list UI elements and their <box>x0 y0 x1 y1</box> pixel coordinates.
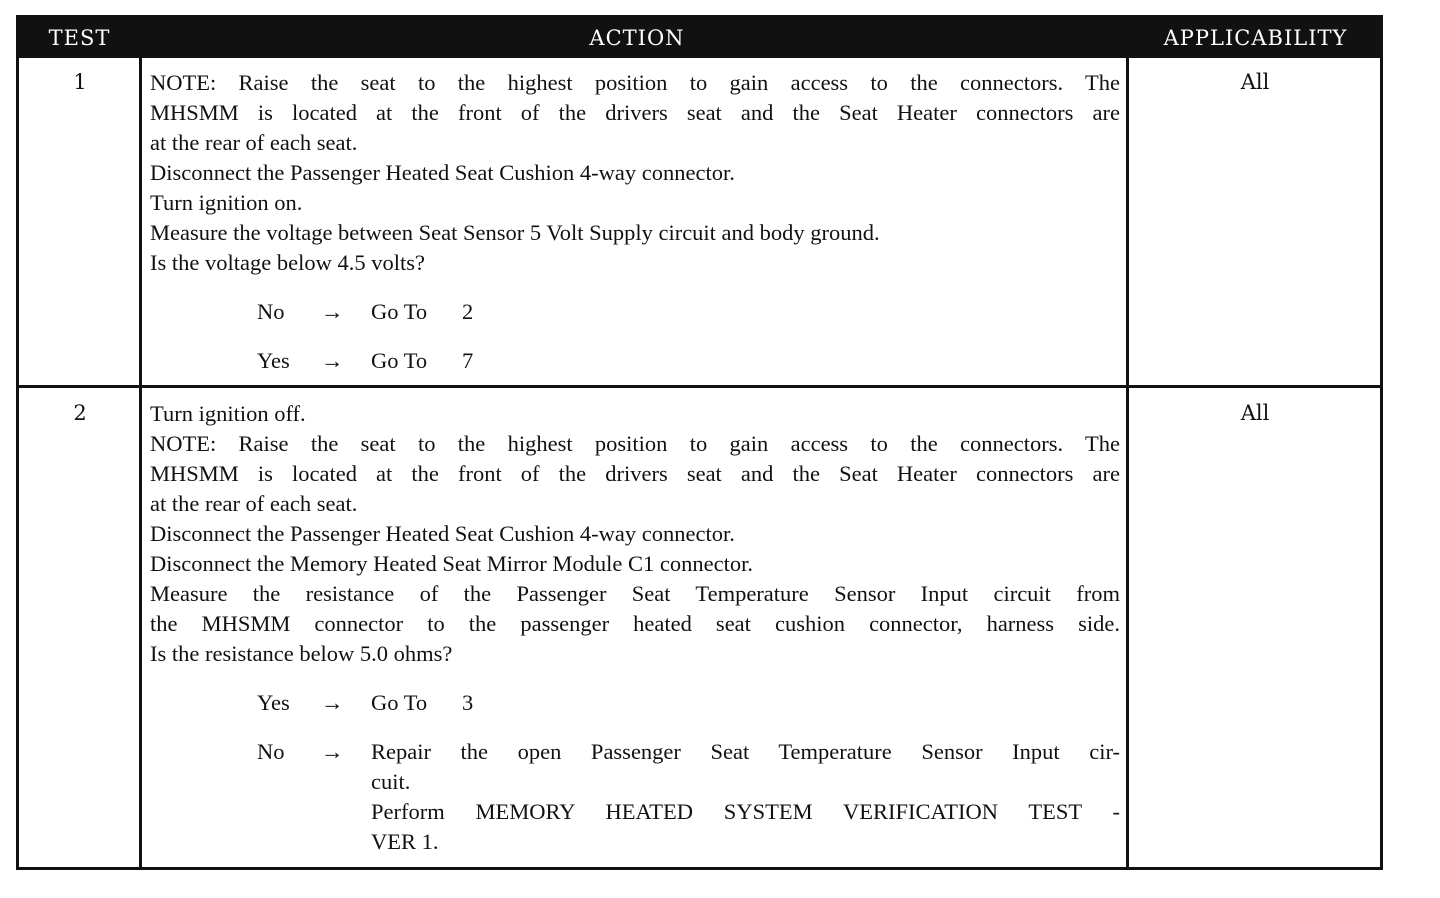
branch-goto-label: Go To <box>371 348 428 373</box>
action-line: MHSMM is located at the front of the drivers seat and the Seat Heater connectors are <box>150 461 1120 486</box>
repair-line: cuit. <box>371 769 411 794</box>
branch-answer: Yes <box>257 348 290 373</box>
action-line: Is the voltage below 4.5 volts? <box>150 250 425 275</box>
action-line: Measure the voltage between Seat Sensor 5 Volt Supply circuit and body ground. <box>150 220 880 245</box>
diagnostic-test-table <box>16 15 1383 870</box>
header-test: TEST <box>48 26 111 50</box>
table-header-row <box>19 18 1380 58</box>
arrow-right-icon: → <box>321 348 344 373</box>
row-2-action <box>150 399 1120 857</box>
branch-yes <box>257 346 1120 376</box>
action-line: Measure the resistance of the Passenger Seat Temperature Sensor Input circuit from <box>150 581 1120 606</box>
repair-line: Repair the open Passenger Seat Temperature Sensor Input cir- <box>371 739 1120 764</box>
branch-answer: No <box>257 739 285 764</box>
branch-goto-label: Go To <box>371 690 428 715</box>
row-divider <box>19 385 1380 388</box>
header-action: ACTION <box>589 26 685 50</box>
action-line: Turn ignition off. <box>150 401 306 426</box>
branch-yes <box>257 688 1120 718</box>
branch-target: 2 <box>462 299 474 324</box>
action-line: Disconnect the Passenger Heated Seat Cushion 4-way connector. <box>150 160 735 185</box>
branch-no-repair <box>257 737 1120 857</box>
action-line: Disconnect the Memory Heated Seat Mirror Module C1 connector. <box>150 551 753 576</box>
action-line: NOTE: Raise the seat to the highest position to gain access to the connectors. The <box>150 70 1120 95</box>
action-line: NOTE: Raise the seat to the highest position to gain access to the connectors. The <box>150 431 1120 456</box>
branch-target: 7 <box>462 348 474 373</box>
arrow-right-icon: → <box>321 299 344 324</box>
row-2-test-number: 2 <box>73 401 87 425</box>
row-2-applicability: All <box>1240 401 1270 425</box>
arrow-right-icon: → <box>321 739 344 764</box>
repair-line: VER 1. <box>371 829 439 854</box>
action-line: at the rear of each seat. <box>150 130 358 155</box>
action-line: Disconnect the Passenger Heated Seat Cushion 4-way connector. <box>150 521 735 546</box>
branch-no <box>257 297 1120 327</box>
action-line: the MHSMM connector to the passenger heated seat cushion connector, harness side. <box>150 611 1120 636</box>
header-applicability: APPLICABILITY <box>1163 26 1348 50</box>
repair-line: Perform MEMORY HEATED SYSTEM VERIFICATION TEST - <box>371 799 1120 824</box>
branch-target: 3 <box>462 690 474 715</box>
repair-instruction <box>371 737 1120 857</box>
action-line: Is the resistance below 5.0 ohms? <box>150 641 453 666</box>
action-line: MHSMM is located at the front of the drivers seat and the Seat Heater connectors are <box>150 100 1120 125</box>
column-divider-applicability <box>1126 58 1129 867</box>
branch-goto-label: Go To <box>371 299 428 324</box>
row-1-test-number: 1 <box>73 70 87 94</box>
row-1-applicability: All <box>1240 70 1270 94</box>
action-line: at the rear of each seat. <box>150 491 358 516</box>
action-line: Turn ignition on. <box>150 190 303 215</box>
row-1-action <box>150 68 1120 376</box>
column-divider-test <box>139 58 142 867</box>
branch-answer: Yes <box>257 690 290 715</box>
branch-answer: No <box>257 299 285 324</box>
arrow-right-icon: → <box>321 690 344 715</box>
